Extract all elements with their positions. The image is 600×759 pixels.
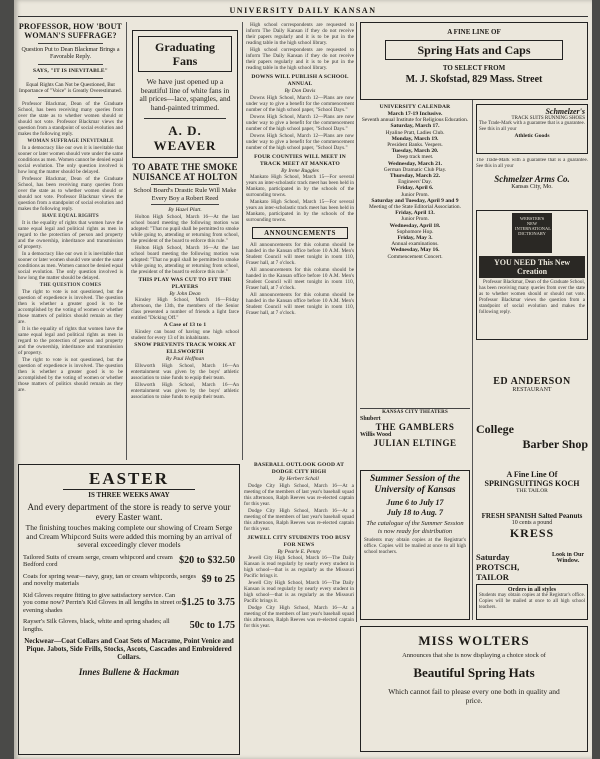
byline: By Hazel Platt. (168, 207, 202, 213)
ad-body: We have just opened up a beautiful line of white fans in all prices—lace, spangles, and hand-painted trimmed. (139, 77, 231, 112)
university-calendar: UNIVERSITY CALENDAR March 17-19 Inclusive. Seventh annual Institute for Religious Education. Saturday, March 17. Hyaline Pratt, Ladies Club. Monday, March 19. President Banks. Vespers. Tuesday, March 20. Deep track meet. Wednesday, March 21. German Dramatic Club Play. Thursday, March 22. Engineers' Day. Friday, April 6. Junior Prom. Saturday and Tuesday, April 9 and 9 Meeting of the State Editorial Association. Friday, April 13. Junior Prom. Wednesday, April 18. Sophomore Hop. Friday, May 3. Annual examinations. Wednesday, May 16. Commencement Concert. (361, 104, 469, 260)
paragraph: Kinsley High School, March 16—Friday afternoon, the 13th, the members of the Senior class presented a number of friends a light farce entitled "Dicking Off." (131, 297, 239, 321)
ad-title: MISS WOLTERS (418, 633, 530, 648)
paragraph: It is the equality of rights that women have the same equal legal and political rights as men in regard to the protection of person and property and the ownership, inheritance and transmission of property. (18, 220, 123, 251)
ad-body: The Trade-Mark with a guarantee that is a guarantee. See this in all your (479, 121, 585, 132)
paragraph: Downs High School, March 12—Plans are now under way to give a benefit for the commencement number of the high school paper, "School Days." (246, 132, 354, 151)
ad-price: $20 to $32.50 (179, 555, 235, 567)
column-rule (356, 22, 357, 622)
ad-title: Summer Session of the University of Kansas (369, 474, 460, 495)
ad-city: Kansas City, Mo. (511, 183, 553, 190)
ad-store: A. D. WEAVER (153, 123, 217, 153)
ad-catalog: The catalogue of the Summer Session is now ready for distribution (366, 520, 464, 535)
ad-sub: Look in Our Window. (551, 552, 584, 564)
masthead-rule (18, 16, 588, 17)
calendar-date: Friday, April 13. (395, 210, 435, 217)
subhead: THE QUESTION COMES (39, 283, 102, 289)
paragraph: Downs High School, March 12—Plans are now under way to give a benefit for the commencement number of the high school paper, "School Days." (246, 113, 354, 132)
ad-summer-session (360, 470, 470, 620)
ad-main: Beautiful Spring Hats (413, 665, 535, 680)
paragraph: Jewell City High School, March 16—The Daily Kansan is read regularly by nearly every student in high school—that is as regularly as the Missouri Pacific brings it. (244, 555, 354, 579)
ad-dates: June 6 to July 17 (386, 498, 444, 507)
calendar-date: Monday, March 19. (391, 135, 439, 142)
byline: By Irene Ruggles (281, 167, 319, 174)
paragraph: Mankato High School, March 15—For several years an inter-scholastic track meet has been held in Mankato, participated in by the schools of the surrounding towns. (246, 174, 354, 198)
ad-sub: Orders in all styles (507, 587, 557, 593)
calendar-date: Saturday and Tuesday, April 9 and 9 (371, 197, 459, 204)
ad-protsch (476, 552, 588, 582)
byline: By Paul Hoffman (165, 356, 205, 362)
ad-graduating-fans (132, 30, 238, 158)
calendar-date: Friday, May 3. (397, 235, 433, 242)
ad-sub: TRACK SUITS RUNNING SHOES (511, 116, 585, 121)
headline: TO ABATE THE SMOKE NUISANCE AT HOLTON (132, 162, 238, 182)
headline: JEWELL CITY STUDENTS TOO BUSY FOR NEWS (247, 534, 351, 548)
ad-foot: Which cannot fail to please every one both in quality and price. (388, 687, 560, 705)
ad-title: Schmelzer Arms Co. (494, 173, 570, 184)
paragraph: It is the equality of rights that women have the same equal legal and political rights as men in regard to the protection of person and property and the ownership, inheritance and transmission of property. (18, 326, 123, 357)
paragraph: The right to vote is not questioned, but the question of expedience is involved. The question then is whether a greater good is to be accomplished by the voting of women or whether those matters of politics should remain as they are. (18, 289, 123, 326)
ad-price: $9 to 25 (201, 574, 235, 586)
calendar-date: Friday, April 6. (396, 185, 434, 192)
ad-price: $1.25 to 3.75 (181, 597, 235, 608)
paragraph: Professor Blackmar, Dean of the Graduate School, has been receiving many queries from over the state as to whether women should or should not vote. Professor Blackmar views the question from a standpoint of social evolution and makes the following reply. (479, 280, 585, 315)
ad-koch (476, 470, 588, 510)
ad-store: KRESS (509, 526, 555, 540)
subhead: SAYS, "IT IS INEVITABLE" (32, 68, 108, 74)
ad-title: Schmelzer's (545, 107, 585, 116)
ad-line: Rayser's Silk Gloves, black, white and spring shades; all lengths. (23, 618, 170, 633)
ad-line: Tailored Suits of cream serge, cream whipcord and cream Bedford cord (23, 553, 173, 568)
paragraph: Holton High School, March 16—At the last school board meeting the following motion was adopted: "That no pupil shall be permitted to smoke while going to, attending or returning from school, the president of the board to enforce this rule." (131, 244, 239, 275)
paragraph: Mankato High School, March 15—For several years an inter-scholastic track meet has been held in Mankato, participated in by the schools of the surrounding towns. (246, 199, 354, 223)
deck: Question Put to Dean Blackmar Brings a Favorable Reply. (21, 47, 120, 60)
ad-title: FRESH SPANISH Salted Peanuts (481, 512, 583, 520)
ad-miss-wolters (360, 626, 588, 752)
dictionary-book-icon: WEBSTER'S NEW INTERNATIONAL DICTIONARY (512, 213, 552, 253)
ad-line: Neckwear—Coat Collars and Coat Sets of Macrame, Point Venice and Pique. Jabots, Side Frills, Stocks, Ascots, Cascades and Embroidered Collars. (24, 637, 234, 661)
headline: THIS PLAY WAS CUT TO FIT THE PLAYERS (138, 276, 232, 290)
play-title: THE GAMBLERS (375, 422, 455, 432)
headline: BASEBALL OUTLOOK GOOD AT DODGE CITY HIGH (253, 462, 345, 475)
subhead: WOMAN SUFFRAGE INEVITABLE (27, 139, 114, 145)
theaters-title: KANSAS CITY THEATERS (382, 410, 448, 415)
calendar-date: Wednesday, March 21. (387, 160, 443, 167)
subhead: HAVE EQUAL RIGHTS (42, 214, 99, 220)
headline: FOUR COUNTIES WILL MEET IN TRACK MEET AT MANKATO (254, 153, 346, 167)
ad-title: ED ANDERSON (493, 376, 571, 387)
masthead: UNIVERSITY DAILY KANSAN (229, 6, 377, 15)
ad-line: Kid Gloves require fitting to give satisfactory service. Can you come now? Perrin's Kid Gloves in all lengths in street or evening shades (23, 591, 182, 614)
ad-sub: Athletic Goods (514, 132, 550, 139)
paragraph: Ellsworth High School, March 16—An entertainment was given by the boys' athletic association to raise funds to equip their team. (131, 381, 239, 400)
paragraph: Jewell City High School, March 16—The Daily Kansan is read regularly by nearly every student in high school—that is as regularly as the Missouri Pacific brings it. (244, 580, 354, 604)
ad-kress (476, 512, 588, 550)
article-column-3 (246, 22, 354, 460)
headline: DOWNS WILL PUBLISH A SCHOOL ANNUAL (251, 74, 349, 87)
calendar-date: Saturday, March 17. (390, 123, 440, 130)
ad-sub: IS THREE WEEKS AWAY (88, 491, 170, 499)
column-rule (472, 100, 473, 620)
ad-sub: TO SELECT FROM (442, 64, 506, 72)
paragraph: In a democracy like our own it is inevitable that sooner or later women should vote under the same conditions as men. Women cannot be denied equal social evolution. The only question involved is how long the matter should be delayed. (18, 145, 123, 176)
ad-webster-dictionary (476, 210, 588, 340)
ad-pocket-knives (476, 584, 588, 620)
ad-college-barber (476, 422, 588, 468)
ad-easter (18, 464, 240, 755)
calendar-date: Thursday, March 22. (389, 173, 441, 180)
paragraph: All announcements for this column should be handed in the Kansan office before 10 A.M. Men's Student Council will meet tonight in room 110, Fraser hall, at 7 o'clock. (246, 267, 354, 291)
ad-sub: THE TAILOR (516, 488, 548, 494)
headline: SNOW PREVENTS TRACK WORK AT ELLSWORTH (134, 342, 236, 355)
byline: By John Dean (169, 290, 201, 297)
ad-body: Students may obtain copies at the Registrar's office. Copies will be mailed at once to all high school teachers. (479, 593, 585, 610)
ad-title: EASTER (88, 469, 170, 488)
byline: By Herbert Schall (279, 476, 319, 482)
newspaper-page (14, 0, 592, 759)
paragraph: All announcements for this column should be handed in the Kansan office before 10 A.M. Men's Student Council will meet tonight in room 110, Fraser hall, at 7 o'clock. (246, 242, 354, 266)
ad-schmelzer-arms (476, 158, 588, 206)
calendar-date: Tuesday, March 20. (391, 148, 439, 155)
ad-title: Spring Hats and Caps (385, 40, 563, 60)
paragraph: Holton High School, March 16—At the last school board meeting the following motion was adopted: "That no pupil shall be permitted to smoke while going to, attending or returning from school, the president of the board to enforce this rule." (131, 213, 239, 244)
deck: Equal Rights Can Not be Questioned, But Importance of "Voice" is Greatly Overestimated. (18, 82, 123, 95)
paragraph: Dodge City High School, March 16—At a meeting of the members of last year's baseball squad this afternoon, Ralph Reeves was re-elected captain for this year. (244, 482, 354, 507)
calendar-date: Wednesday, May 16. (390, 247, 440, 254)
byline: By Don Davis (284, 88, 316, 94)
paragraph: Downs High School, March 12—Plans are now under way to give a benefit for the commencement number of the high school paper, "School Days." (246, 94, 354, 113)
ad-tag: A FINE LINE OF (447, 28, 501, 36)
article-baseball (244, 462, 354, 752)
announcements-title: ANNOUNCEMENTS (252, 227, 348, 239)
kansas-city-theaters (360, 408, 470, 469)
ad-dates: July 18 to Aug. 7 (387, 508, 443, 517)
paragraph: All announcements for this column should be handed in the Kansan office before 10 A.M. Men's Student Council will meet tonight in room 110, Fraser hall, at 7 o'clock. (246, 292, 354, 316)
ad-title: Graduating Fans (138, 36, 232, 72)
column-rule (242, 22, 243, 460)
ad-spring-hats (360, 22, 588, 100)
ad-line: The finishing touches making complete our showing of Cream Serge and Cream Whipcord Suits were added this morning by an arrival of several exceedingly clever models (25, 523, 233, 549)
theater-name: Shubert (360, 416, 381, 422)
ad-signature: Innes Bullene & Hackman (78, 667, 180, 677)
ad-body: Students may obtain copies at the Registrar's office. Copies will be mailed at once to all high school teachers. (364, 537, 466, 555)
ad-sub: RESTAURANT (512, 387, 552, 393)
byline: By Pearle E. Penny (277, 548, 321, 555)
ad-line: Coats for spring wear—navy, gray, tan or cream whipcords, serges and novelty materials (23, 572, 197, 587)
paragraph: Professor Blackmar, Dean of the Graduate School, has been receiving many queries from over the state as to whether women should or should not vote. Professor Blackmar views the question from a standpoint of social evolution and makes the following reply. (18, 101, 123, 138)
paragraph: Kinsley can boast of having one high school student for every 13 of its inhabitants. (131, 329, 239, 341)
calendar-title: UNIVERSITY CALENDAR (379, 104, 451, 110)
ad-title: Saturday PROTSCH, TAILOR (476, 552, 520, 582)
paragraph: The right to vote is not questioned, but the question of expedience is involved. The question then is whether a greater good is to be accomplished by the voting of women or whether those matters of politics should remain as they are. (18, 357, 123, 394)
paragraph: Dodge City High School, March 16—At a meeting of the members of last year's baseball squad this afternoon, Ralph Reeves was re-elected captain for this year. (244, 507, 354, 532)
ad-sub: Barber Shop (522, 437, 588, 451)
ad-store: M. J. Skofstad, 829 Mass. Street (405, 74, 543, 85)
article-woman-suffrage (18, 22, 123, 462)
article-smoke-nuisance (131, 162, 239, 460)
ad-title: YOU NEED This New Creation (479, 256, 585, 278)
headline: PROFESSOR, HOW 'BOUT WOMAN'S SUFFRAGE? (18, 22, 123, 40)
paragraph: Ellsworth High School, March 16—An entertainment was given by the boys' athletic association to raise funds to equip their team. (131, 362, 239, 381)
play-title: JULIAN ELTINGE (373, 438, 457, 448)
ad-ed-anderson (476, 346, 588, 418)
paragraph: High school correspondents are requested to inform The Daily Kansan if they do not receive their papers regularly and it is to be put in the reading table in the high school library. (246, 22, 354, 46)
ad-price: 50c to 1.75 (189, 619, 235, 631)
deck: School Board's Drastic Rule Will Make Every Boy a Robert Reed (133, 187, 237, 202)
paragraph: In a democracy like our own it is inevitable that sooner or later women should vote under the same conditions as men. Women cannot be denied equal social evolution. The only question involved is how long the matter should be delayed. (18, 251, 123, 282)
paragraph: Dodge City High School, March 16—At a meeting of the members of last year's baseball squad this afternoon, Ralph Reeves was re-elected captain for this year. (244, 605, 354, 629)
paragraph: High school correspondents are requested to inform The Daily Kansan if they do not receive their papers regularly and it is to be put in the reading table in the high school library. (246, 47, 354, 71)
theater-name: Willis Wood (360, 432, 392, 438)
ad-title: College (476, 422, 514, 436)
ad-sub: Announces that she is now displaying a choice stock of (402, 652, 546, 659)
paragraph: Professor Blackmar, Dean of the Graduate School, has been receiving many queries from over the state as to whether women should or should not vote. Professor Blackmar views the question from a standpoint of social evolution and makes the following reply. (18, 176, 123, 213)
headline: A Case of 13 to 1 (163, 322, 207, 328)
calendar-date: March 17-19 Inclusive. (387, 111, 443, 117)
ad-schmelzer-track (476, 104, 588, 154)
column-rule (126, 22, 127, 460)
ad-title: A Fine Line Of SPRINGSUITINGS KOCH (484, 470, 580, 488)
ad-body: The Trade-Mark with a guarantee that is a guarantee. See this in all your (476, 158, 588, 169)
ad-line: And every department of the store is ready to serve your every Easter want. (27, 502, 231, 522)
calendar-date: Wednesday, April 18. (389, 222, 441, 229)
ad-price: 10 cents a pound (511, 520, 553, 526)
